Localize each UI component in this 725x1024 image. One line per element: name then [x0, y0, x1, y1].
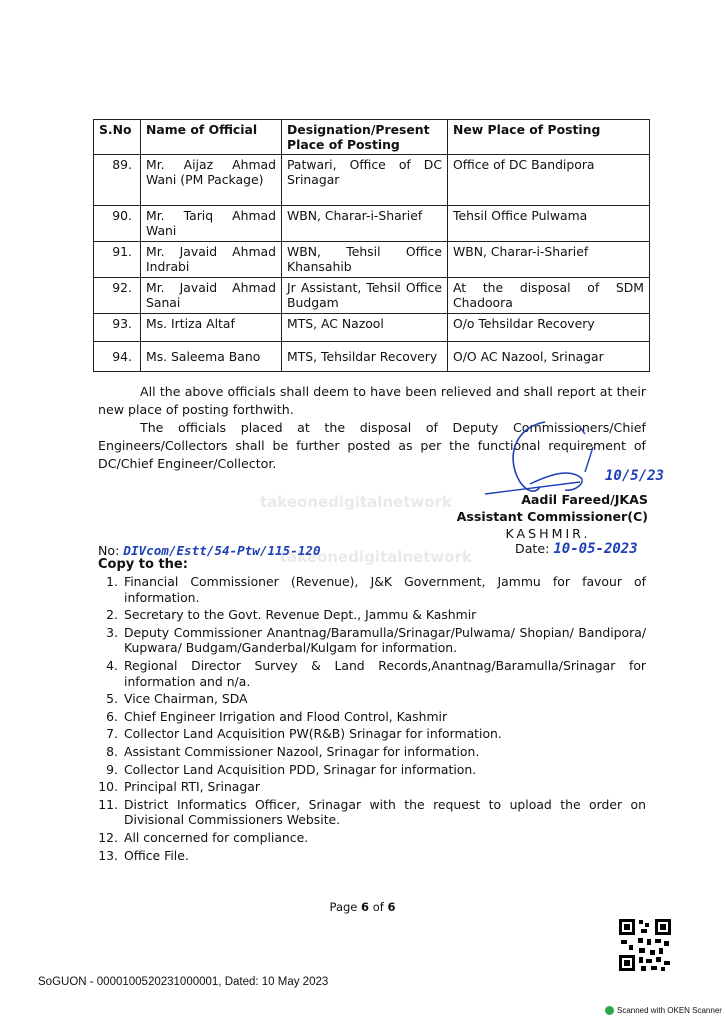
signatory-name: Aadil Fareed/JKAS — [521, 492, 648, 507]
handwritten-date: 10/5/23 — [605, 468, 665, 484]
postings-table — [93, 119, 650, 372]
list-item: 10. Principal RTI, Srinagar — [98, 779, 260, 795]
cell-designation: WBN, Tehsil Office Khansahib — [282, 242, 448, 278]
cell-name: Mr. Javaid Ahmad Sanai — [141, 278, 282, 314]
cell-sno: 94. — [94, 342, 141, 372]
list-item: 13. Office File. — [98, 847, 189, 863]
signature-scribble — [475, 412, 675, 502]
qr-code-icon — [617, 917, 673, 973]
watermark: takeonedigitalnetwork — [280, 548, 472, 566]
list-item: 3. Deputy Commissioner Anantnag/Baramulla/Srinagar/Pulwama/ Shopian/ Bandipora/ Kupwara/ Budgam/Ganderbal/Kulgam for information. — [106, 624, 646, 656]
scanner-logo-icon — [605, 1006, 614, 1015]
cell-designation: Jr Assistant, Tehsil Office Budgam — [282, 278, 448, 314]
cell-sno: 91. — [94, 242, 141, 278]
list-item: 4. Regional Director Survey & Land Records,Anantnag/Baramulla/Srinagar for information and n/a. — [106, 657, 646, 689]
cell-sno: 89. — [94, 155, 141, 206]
list-item: 2. Secretary to the Govt. Revenue Dept., Jammu & Kashmir — [106, 607, 477, 623]
cell-new-place: O/o Tehsildar Recovery — [448, 314, 650, 342]
signatory-title: Assistant Commissioner(C) — [456, 509, 648, 524]
document-footer: SoGUON - 0000100520231000001, Dated: 10 May 2023 — [38, 976, 329, 988]
copy-to-heading: Copy to the: — [98, 557, 188, 572]
cell-new-place: At the disposal of SDM Chadoora — [448, 278, 650, 314]
table-row — [94, 206, 650, 242]
list-item: 9. Collector Land Acquisition PDD, Srinagar for information. — [106, 761, 477, 777]
cell-name: Ms. Saleema Bano — [141, 342, 282, 372]
copy-list — [98, 574, 646, 865]
list-item: 11. District Informatics Officer, Srinagar with the request to upload the order on Divisional Commissioners Website. — [98, 796, 646, 828]
list-item: 8. Assistant Commissioner Nazool, Srinagar for information. — [106, 743, 480, 759]
list-item: 5. Vice Chairman, SDA — [106, 691, 248, 707]
table-row — [94, 242, 650, 278]
cell-name: Mr. Aijaz Ahmad Wani (PM Package) — [141, 155, 282, 206]
table-header-row — [94, 120, 650, 155]
list-item: 12. All concerned for compliance. — [98, 829, 309, 845]
column-header: New Place of Posting — [448, 120, 650, 155]
cell-designation: WBN, Charar-i-Sharief — [282, 206, 448, 242]
cell-designation: MTS, AC Nazool — [282, 314, 448, 342]
order-date — [515, 541, 638, 557]
signatory-department: KASHMIR. — [505, 526, 591, 541]
order-date-label: Date: — [515, 541, 550, 556]
signatory-block — [448, 491, 648, 525]
cell-name: Ms. Irtiza Altaf — [141, 314, 282, 342]
table-row — [94, 314, 650, 342]
order-number-value: DIVcom/Estt/54-Ptw/115-120 — [123, 543, 321, 558]
scanner-watermark — [605, 1006, 722, 1015]
column-header: S.No — [94, 120, 141, 155]
cell-sno: 92. — [94, 278, 141, 314]
column-header: Designation/Present Place of Posting — [282, 120, 448, 155]
cell-new-place: O/O AC Nazool, Srinagar — [448, 342, 650, 372]
cell-new-place: Tehsil Office Pulwama — [448, 206, 650, 242]
cell-designation: Patwari, Office of DC Srinagar — [282, 155, 448, 206]
scanner-text: Scanned with OKEN Scanner — [617, 1006, 722, 1015]
watermark: takeonedigitalnetwork — [260, 493, 452, 511]
page-number: Page 6 of 6 — [329, 900, 396, 914]
order-number — [98, 543, 321, 558]
table-row — [94, 278, 650, 314]
cell-sno: 93. — [94, 314, 141, 342]
cell-new-place: WBN, Charar-i-Sharief — [448, 242, 650, 278]
list-item: 7. Collector Land Acquisition PW(R&B) Srinagar for information. — [106, 726, 502, 742]
disposal-paragraph: The officials placed at the disposal of Deputy Commissioners/Chief Engineers/Collectors shall be further posted as per the functional requirement of DC/Chief Engineer/Collector. — [98, 420, 646, 471]
order-number-label: No: — [98, 543, 120, 558]
cell-name: Mr. Javaid Ahmad Indrabi — [141, 242, 282, 278]
list-item: 6. Chief Engineer Irrigation and Flood Control, Kashmir — [106, 708, 448, 724]
cell-designation: MTS, Tehsildar Recovery — [282, 342, 448, 372]
list-item: 1. Financial Commissioner (Revenue), J&K Government, Jammu for favour of information. — [106, 574, 646, 605]
column-header: Name of Official — [141, 120, 282, 155]
order-date-value: 10-05-2023 — [553, 541, 638, 557]
cell-sno: 90. — [94, 206, 141, 242]
cell-new-place: Office of DC Bandipora — [448, 155, 650, 206]
cell-name: Mr. Tariq Ahmad Wani — [141, 206, 282, 242]
relieve-paragraph: All the above officials shall deem to have been relieved and shall report at their new place of posting forthwith. — [98, 384, 646, 417]
table-row — [94, 155, 650, 206]
table-row — [94, 342, 650, 372]
